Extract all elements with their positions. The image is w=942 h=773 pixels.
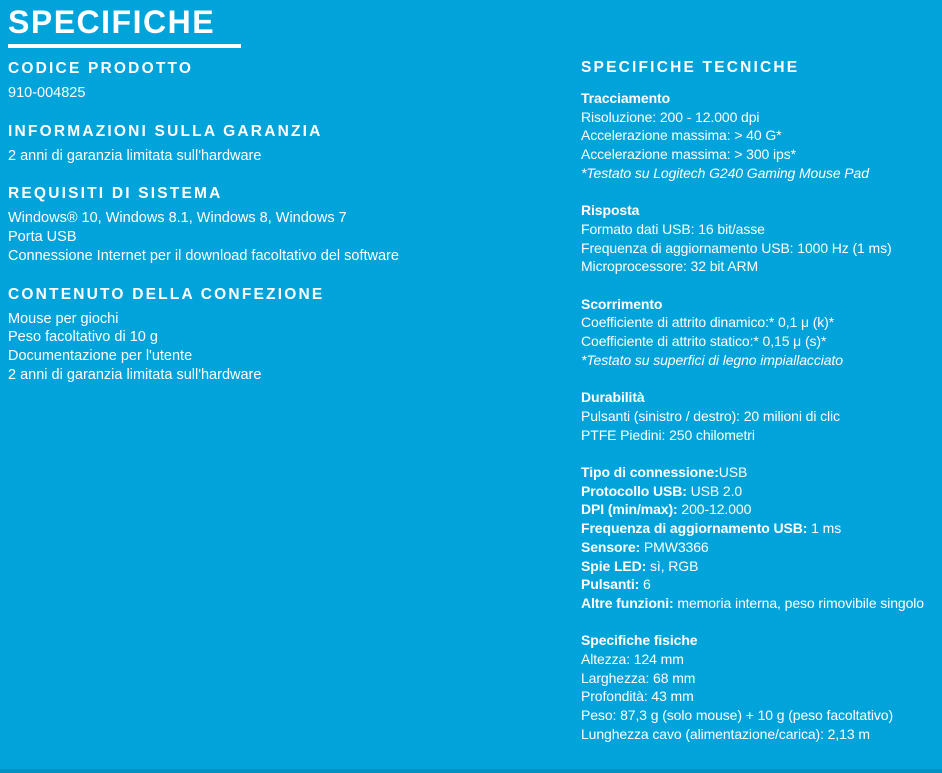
spec-line: Microprocessore: 32 bit ARM <box>581 258 759 275</box>
spec-value: memoria interna, peso rimovibile singolo <box>673 594 924 611</box>
spec-value: 200-12.000 <box>677 501 752 518</box>
footnote-glide: *Testato su superfici di legno impiallacciato <box>581 351 843 368</box>
spec-line: Coefficiente di attrito statico:* 0,15 μ (s)* <box>581 333 827 350</box>
footnote-tracking: *Testato su Logitech G240 Gaming Mouse Pad <box>581 164 869 181</box>
section-warranty-info <box>8 122 573 166</box>
group-subheading: Scorrimento <box>581 295 663 312</box>
spec-value: 1 ms <box>807 520 842 537</box>
spec-row <box>581 500 942 519</box>
section-heading: INFORMAZIONI SULLA GARANZIA <box>8 122 323 140</box>
spec-row <box>581 482 942 501</box>
spec-value: USB 2.0 <box>686 482 743 499</box>
spec-line: Lunghezza cavo (alimentazione/carica): 2,13 m <box>581 725 870 742</box>
spec-value: 6 <box>639 576 651 593</box>
spec-line: 2 anni di garanzia limitata sull'hardware <box>8 366 262 383</box>
group-durability <box>581 388 942 444</box>
spec-line: Windows® 10, Windows 8.1, Windows 8, Windows 7 <box>8 210 347 227</box>
group-tracking <box>581 89 942 164</box>
spec-label: Tipo di connessione: <box>581 464 719 480</box>
spec-line: Altezza: 124 mm <box>581 651 684 668</box>
group-glide <box>581 295 942 370</box>
spec-row <box>581 575 942 594</box>
spec-value: PMW3366 <box>640 538 709 555</box>
group-connection <box>581 463 942 613</box>
spec-line: Porta USB <box>8 229 77 246</box>
section-heading: CONTENUTO DELLA CONFEZIONE <box>8 285 325 303</box>
spec-line: Mouse per giochi <box>8 310 119 327</box>
spec-label: DPI (min/max): <box>581 501 678 518</box>
title-block <box>8 2 241 48</box>
spec-line: Larghezza: 68 mm <box>581 669 696 686</box>
group-subheading: Durabilità <box>581 389 645 406</box>
spec-line: Peso: 87,3 g (solo mouse) + 10 g (peso facoltativo) <box>581 707 894 724</box>
spec-row <box>581 519 942 538</box>
spec-line: 910-004825 <box>8 85 86 101</box>
tech-specs-column <box>581 58 942 744</box>
spec-line: Accelerazione massima: > 40 G* <box>581 127 782 144</box>
group-response <box>581 201 942 276</box>
section-package-contents <box>8 285 573 385</box>
spec-value: sì, RGB <box>646 557 699 574</box>
spec-line: PTFE Piedini: 250 chilometri <box>581 426 755 443</box>
spec-line: Formato dati USB: 16 bit/asse <box>581 220 765 237</box>
bottom-section-divider <box>0 769 942 773</box>
spec-line: Accelerazione massima: > 300 ips* <box>581 146 796 163</box>
page-title: SPECIFICHE <box>8 4 216 40</box>
group-physical <box>581 631 942 743</box>
spec-label: Sensore: <box>581 538 641 555</box>
spec-label: Frequenza di aggiornamento USB: <box>581 520 808 537</box>
group-subheading: Specifiche fisiche <box>581 632 698 649</box>
section-system-requirements <box>8 184 573 265</box>
title-underline <box>8 44 241 48</box>
spec-line: Connessione Internet per il download facoltativo del software <box>8 247 399 264</box>
spec-row <box>581 557 942 576</box>
spec-line: Pulsanti (sinistro / destro): 20 milioni di clic <box>581 407 840 424</box>
spec-line: Coefficiente di attrito dinamico:* 0,1 μ (k)* <box>581 314 835 331</box>
group-subheading: Risposta <box>581 202 640 219</box>
section-heading: CODICE PRODOTTO <box>8 60 194 77</box>
spec-row <box>581 538 942 557</box>
tech-specs-heading: SPECIFICHE TECNICHE <box>581 59 800 76</box>
general-info-column <box>8 59 573 384</box>
spec-label: Pulsanti: <box>581 576 640 593</box>
spec-row <box>581 463 942 482</box>
spec-line: Profondità: 43 mm <box>581 688 694 705</box>
spec-label: Altre funzioni: <box>581 594 674 611</box>
section-heading: REQUISITI DI SISTEMA <box>8 185 223 203</box>
spec-line: Frequenza di aggiornamento USB: 1000 Hz (1 ms) <box>581 239 892 256</box>
spec-line: Risoluzione: 200 - 12.000 dpi <box>581 108 760 125</box>
spec-line: Documentazione per l'utente <box>8 347 193 364</box>
spec-label: Protocollo USB: <box>581 482 687 499</box>
spec-label: Spie LED: <box>581 557 647 574</box>
spec-row <box>581 594 942 613</box>
section-product-code <box>8 59 573 103</box>
group-subheading: Tracciamento <box>581 90 671 106</box>
spec-line: Peso facoltativo di 10 g <box>8 329 158 346</box>
spec-line: 2 anni di garanzia limitata sull'hardware <box>8 147 262 164</box>
spec-value: USB <box>718 464 748 480</box>
